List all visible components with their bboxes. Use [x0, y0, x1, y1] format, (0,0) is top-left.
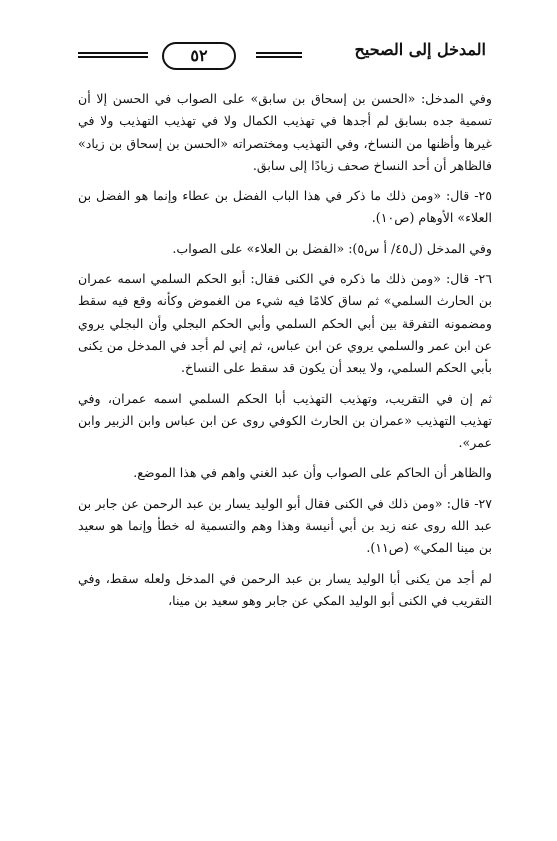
paragraph: لم أجد من يكنى أبا الوليد يسار بن عبد الرحمن في المدخل ولعله سقط، وفي التقريب في الكنى أبو الوليد المكي عن جابر وهو سعيد بن مينا، — [78, 570, 492, 608]
paragraph: ثم إن في التقريب، وتهذيب التهذيب أبا الحكم السلمي اسمه عمران، وفي تهذيب التهذيب «عمران بن الحارث الكوفي روى عن ابن عباس وابن الزبير وابن عمر». — [78, 390, 492, 451]
page-number: ٥٢ — [162, 42, 236, 70]
paragraph: وفي المدخل (ل٤٥/ أ س٥): «الفضل بن العلاء» على الصواب. — [172, 240, 492, 256]
paragraph: ٢٧- قال: «ومن ذلك في الكنى فقال أبو الوليد يسار بن عبد الرحمن عن جابر بن عبد الله روى عنه زيد بن أبي أنيسة وهذا وهم والتسمية له خطأ وإنما هو سعيد بن مينا المكي» (ص١١). — [78, 495, 492, 556]
page-body — [78, 88, 492, 614]
running-title: المدخل إلى الصحيح — [354, 40, 486, 59]
paragraph: والظاهر أن الحاكم على الصواب وأن عبد الغني واهم في هذا الموضع. — [133, 465, 492, 481]
header-rule-right — [256, 52, 302, 60]
header-rule-left — [78, 52, 148, 60]
page-header — [78, 38, 488, 68]
paragraph: وفي المدخل: «الحسن بن إسحاق بن سابق» على الصواب في الحسن إلا أن تسمية جده بسابق لم أجدها في تهذيب الكمال ولا في تهذيب التهذيب ولا في غيرها وأظنها من النساخ، وفي التهذيب ومختصراته «الحسن بن إسحاق بن زياد» فالظاهر أن أحد النساخ صحف زيادًا إلى سابق. — [78, 91, 492, 173]
paragraph: ٢٥- قال: «ومن ذلك ما ذكر في هذا الباب الفضل بن عطاء وإنما هو الفضل بن العلاء» الأوهام (ص١٠). — [78, 188, 492, 226]
paragraph: ٢٦- قال: «ومن ذلك ما ذكره في الكنى فقال: أبو الحكم السلمي اسمه عمران بن الحارث السلمي» ثم ساق كلامًا فيه شيء من الغموض وكأنه وقع فيه سقط ومضمونه التفرقة بين أبي الحكم السلمي وأبي الحكم البجلي وأن البجلي يروي عن ابن عمر والسلمي يروي عن ابن عباس، ثم إني لم أجد في المدخل من يكنى بأبي الحكم السلمي، ولا يبعد أن يكون قد سقط على النساخ. — [78, 271, 492, 376]
